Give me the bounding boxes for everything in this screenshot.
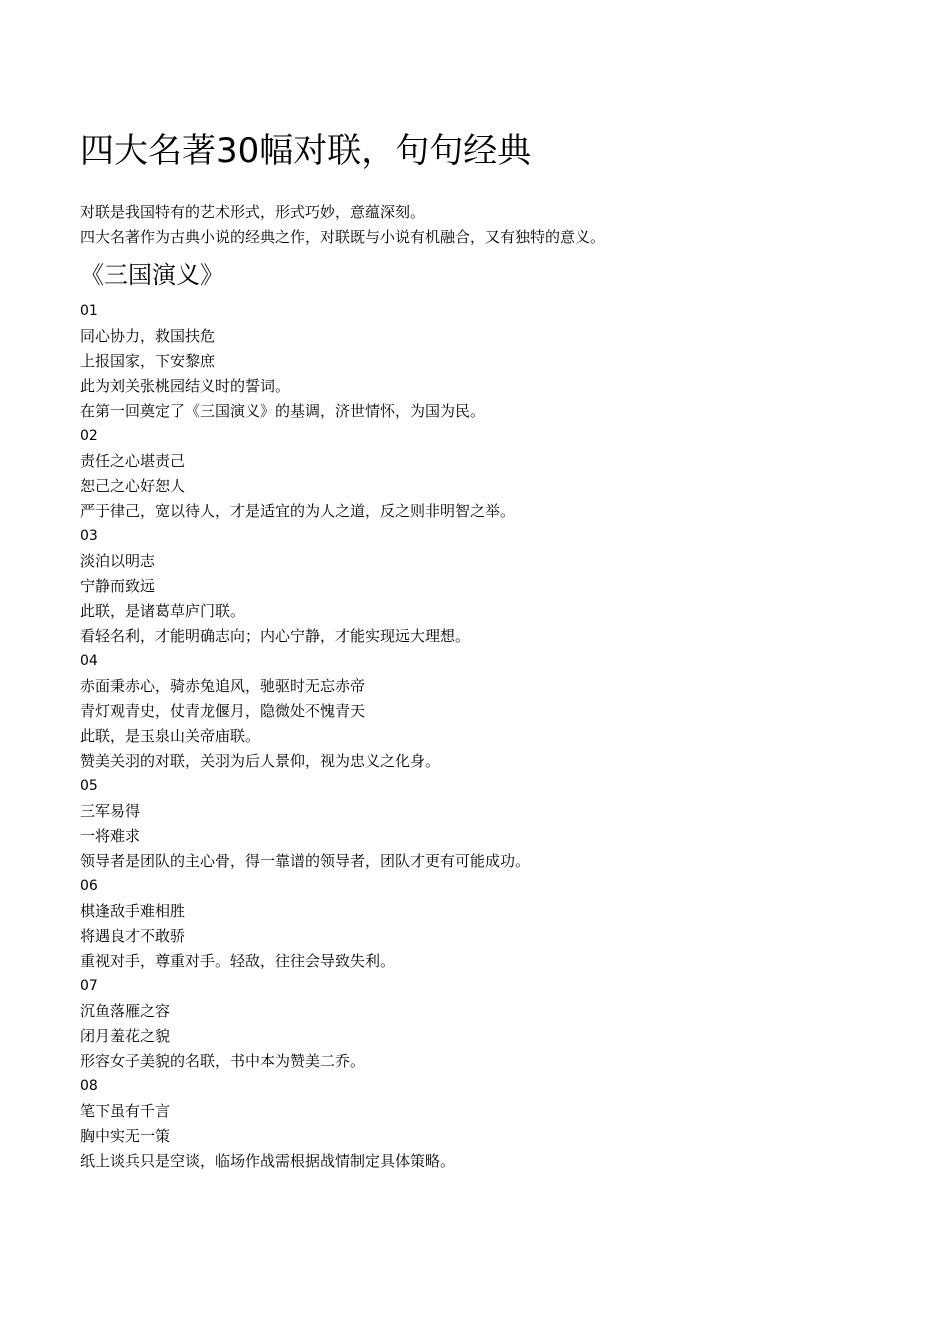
explanation-line: 形容女子美貌的名联，书中本为赞美二乔。	[80, 1052, 366, 1070]
explanation-line: 重视对手，尊重对手。轻敌，往往会导致失利。	[80, 952, 396, 970]
intro-line: 对联是我国特有的艺术形式，形式巧妙，意蕴深刻。	[80, 203, 426, 221]
couplet-item	[80, 874, 530, 974]
explanation-line: 严于律己，宽以待人，才是适宜的为人之道，反之则非明智之举。	[80, 502, 516, 520]
item-number: 05	[80, 778, 98, 794]
couplet-item	[80, 524, 530, 649]
explanation-line: 看轻名利，才能明确志向；内心宁静，才能实现远大理想。	[80, 627, 471, 645]
couplet-line: 同心协力，救国扶危	[80, 327, 216, 345]
item-number: 04	[80, 653, 98, 669]
item-number: 06	[80, 878, 98, 894]
couplet-line: 赤面秉赤心，骑赤兔追风，驰驱时无忘赤帝	[80, 677, 366, 695]
couplet-line: 责任之心堪责己	[80, 452, 186, 470]
document-title: 四大名著30幅对联，句句经典	[80, 131, 532, 171]
couplet-item	[80, 649, 530, 774]
explanation-line: 此联，是诸葛草庐门联。	[80, 602, 246, 620]
couplet-item	[80, 424, 530, 524]
couplet-item	[80, 1074, 530, 1174]
couplet-line: 棋逢敌手难相胜	[80, 902, 186, 920]
couplet-line: 宁静而致远	[80, 577, 156, 595]
couplet-line: 沉鱼落雁之容	[80, 1002, 171, 1020]
couplet-line: 将遇良才不敢骄	[80, 927, 186, 945]
couplet-line: 淡泊以明志	[80, 552, 156, 570]
couplet-item	[80, 299, 530, 424]
explanation-line: 此联，是玉泉山关帝庙联。	[80, 727, 261, 745]
intro-line: 四大名著作为古典小说的经典之作，对联既与小说有机融合，又有独特的意义。	[80, 228, 606, 246]
explanation-line: 在第一回奠定了《三国演义》的基调，济世情怀，为国为民。	[80, 402, 486, 420]
couplet-line: 恕己之心好恕人	[80, 477, 186, 495]
couplet-item	[80, 974, 530, 1074]
section-heading: 《三国演义》	[80, 261, 224, 289]
item-number: 01	[80, 303, 98, 319]
item-number: 02	[80, 428, 98, 444]
item-number: 08	[80, 1078, 98, 1094]
item-number: 03	[80, 528, 98, 544]
couplet-line: 一将难求	[80, 827, 141, 845]
couplet-line: 青灯观青史，仗青龙偃月，隐微处不愧青天	[80, 702, 366, 720]
couplet-item	[80, 774, 530, 874]
couplet-line: 闭月羞花之貌	[80, 1027, 171, 1045]
explanation-line: 赞美关羽的对联，关羽为后人景仰，视为忠义之化身。	[80, 752, 441, 770]
item-number: 07	[80, 978, 98, 994]
explanation-line: 领导者是团队的主心骨，得一靠谱的领导者，团队才更有可能成功。	[80, 852, 531, 870]
couplet-line: 笔下虽有千言	[80, 1102, 171, 1120]
intro-paragraph	[80, 200, 605, 250]
explanation-line: 此为刘关张桃园结义时的誓词。	[80, 377, 291, 395]
couplet-line: 上报国家，下安黎庶	[80, 352, 216, 370]
explanation-line: 纸上谈兵只是空谈，临场作战需根据战情制定具体策略。	[80, 1152, 456, 1170]
couplet-line: 三军易得	[80, 802, 141, 820]
couplet-line: 胸中实无一策	[80, 1127, 171, 1145]
couplet-list	[80, 299, 530, 1174]
